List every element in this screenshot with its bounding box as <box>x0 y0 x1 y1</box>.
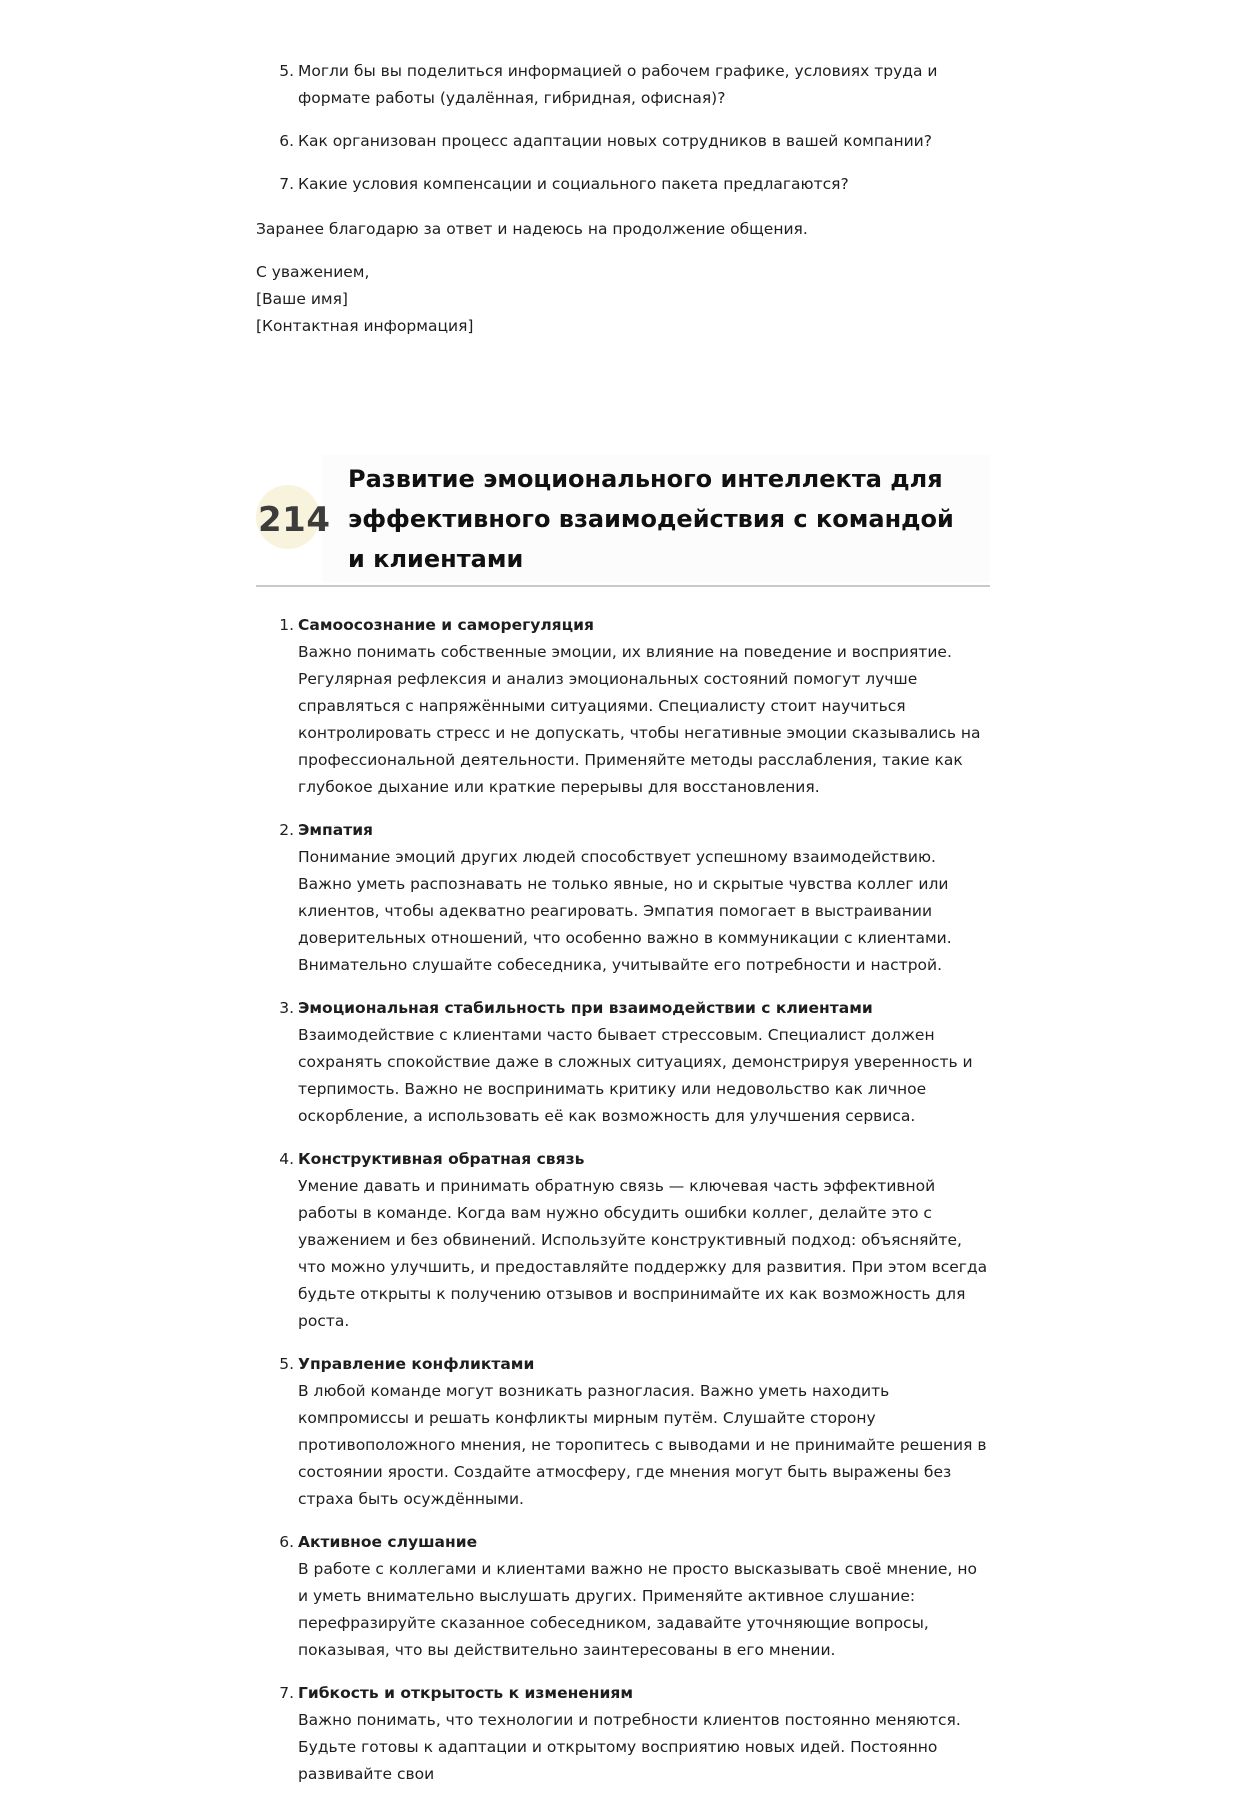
list-item-number: 4. <box>279 1150 294 1168</box>
list-item <box>256 1146 990 1335</box>
list-item <box>256 1529 990 1664</box>
list-item-title: Управление конфликтами <box>298 1355 535 1373</box>
list-item-body: В любой команде могут возникать разногласия. Важно уметь находить компромиссы и решать конфликты мирным путём. Слушайте сторону противоположного мнения, не торопитесь с выводами и не принимайте решения в состоянии ярости. Создайте атмосферу, где мнения могут быть выражены без страха быть осуждёнными. <box>298 1382 987 1508</box>
list-item-title: Эмпатия <box>298 821 374 839</box>
chapter-number: 214 <box>258 500 331 540</box>
list-item <box>256 1680 990 1788</box>
list-item <box>256 817 990 979</box>
list-item <box>256 171 990 198</box>
chapter-header <box>256 455 990 587</box>
list-item-body: Умение давать и принимать обратную связь — ключевая часть эффективной работы в команде. Когда вам нужно обсудить ошибки коллег, делайте это с уважением и без обвинений. Используйте конструктивный подход: объясняйте, что можно улучшить, и предоставляйте поддержку для развития. При этом всегда будьте открыты к получению отзывов и воспринимайте их как возможность для роста. <box>298 1177 988 1330</box>
list-item-number: 1. <box>279 616 294 634</box>
list-item-body: Понимание эмоций других людей способствует успешному взаимодействию. Важно уметь распознавать не только явные, но и скрытые чувства коллег или клиентов, чтобы адекватно реагировать. Эмпатия помогает в выстраивании доверительных отношений, что особенно важно в коммуникации с клиентами. Внимательно слушайте собеседника, учитывайте его потребности и настрой. <box>298 848 952 974</box>
list-item-title: Гибкость и открытость к изменениям <box>298 1684 633 1702</box>
list-item-number: 6. <box>279 132 294 150</box>
list-item-body: Важно понимать, что технологии и потребности клиентов постоянно меняются. Будьте готовы к адаптации и открытому восприятию новых идей. Постоянно развивайте свои <box>298 1711 961 1783</box>
list-item-number: 7. <box>279 175 294 193</box>
signature-contact: [Контактная информация] <box>256 317 474 335</box>
list-item-title: Конструктивная обратная связь <box>298 1150 585 1168</box>
previous-questions-list <box>256 58 990 214</box>
signature-name: [Ваше имя] <box>256 290 348 308</box>
list-item-title: Эмоциональная стабильность при взаимодействии с клиентами <box>298 999 873 1017</box>
list-item-number: 5. <box>279 62 294 80</box>
chapter-title: Развитие эмоционального интеллекта для эффективного взаимодействия с командой и клиентами <box>348 465 954 573</box>
list-item <box>256 995 990 1130</box>
list-item-body: Взаимодействие с клиентами часто бывает стрессовым. Специалист должен сохранять спокойствие даже в сложных ситуациях, демонстрируя уверенность и терпимость. Важно не воспринимать критику или недовольство как личное оскорбление, а использовать её как возможность для улучшения сервиса. <box>298 1026 973 1125</box>
ei-tips-list <box>256 612 990 1804</box>
signature-regards: С уважением, <box>256 263 370 281</box>
list-item-number: 5. <box>279 1355 294 1373</box>
list-item-number: 6. <box>279 1533 294 1551</box>
list-item <box>256 58 990 112</box>
list-item <box>256 1351 990 1513</box>
list-item-text: Как организован процесс адаптации новых сотрудников в вашей компании? <box>298 132 932 150</box>
list-item <box>256 128 990 155</box>
list-item-text: Могли бы вы поделиться информацией о рабочем графике, условиях труда и формате работы (удалённая, гибридная, офисная)? <box>298 62 938 107</box>
list-item-title: Активное слушание <box>298 1533 478 1551</box>
list-item-number: 3. <box>279 999 294 1017</box>
list-item-title: Самоосознание и саморегуляция <box>298 616 594 634</box>
list-item-body: Важно понимать собственные эмоции, их влияние на поведение и восприятие. Регулярная рефлексия и анализ эмоциональных состояний помогут лучше справляться с напряжёнными ситуациями. Специалисту стоит научиться контролировать стресс и не допускать, чтобы негативные эмоции сказывались на профессиональной деятельности. Применяйте методы расслабления, такие как глубокое дыхание или краткие перерывы для восстановления. <box>298 643 981 796</box>
signature-block <box>256 259 473 340</box>
list-item <box>256 612 990 801</box>
list-item-number: 7. <box>279 1684 294 1702</box>
list-item-text: Какие условия компенсации и социального пакета предлагаются? <box>298 175 849 193</box>
list-item-number: 2. <box>279 821 294 839</box>
closing-paragraph: Заранее благодарю за ответ и надеюсь на продолжение общения. <box>256 220 808 238</box>
list-item-body: В работе с коллегами и клиентами важно не просто высказывать своё мнение, но и уметь внимательно выслушать других. Применяйте активное слушание: перефразируйте сказанное собеседником, задавайте уточняющие вопросы, показывая, что вы действительно заинтересованы в его мнении. <box>298 1560 977 1659</box>
